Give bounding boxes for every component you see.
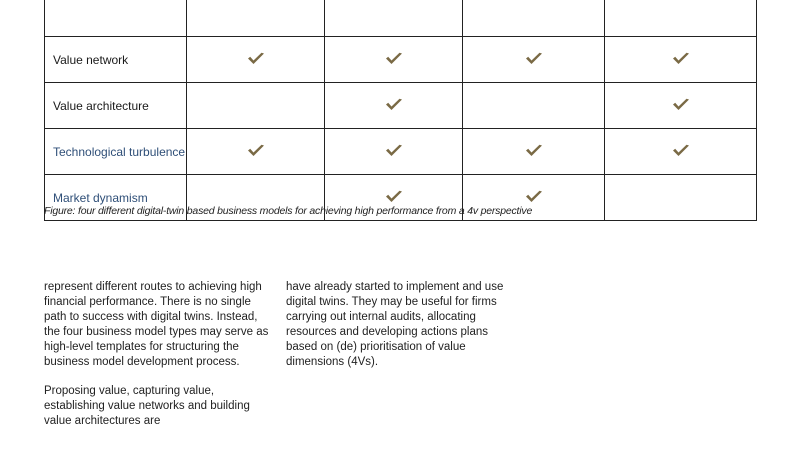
table-cell [463,129,605,175]
check-icon [385,98,403,112]
table-cell [463,37,605,83]
table-cell [325,0,463,37]
row-label: Market dynamism [45,175,187,221]
check-icon [672,52,690,66]
table-cell [463,0,605,37]
table-cell [605,129,757,175]
check-icon [525,190,543,204]
table-cell [187,129,325,175]
check-icon [525,144,543,158]
check-icon [385,144,403,158]
table-row [45,83,757,129]
table-row [45,37,757,83]
check-icon [385,52,403,66]
table-cell [605,37,757,83]
row-label: Value architecture [45,83,187,129]
table-cell [605,0,757,37]
paragraph: Proposing value, capturing value, establishing value networks and building value architectures are [44,385,250,427]
body-column-right [286,280,521,370]
figure-caption: Figure: four different digital-twin based business models for achieving high performance from a 4v perspective [44,205,533,217]
table-cell [187,0,325,37]
table-cell [605,175,757,221]
check-icon [672,144,690,158]
table-cell [605,83,757,129]
table-cell [463,83,605,129]
table-cell [187,37,325,83]
row-label: Value network [45,37,187,83]
row-label [45,0,187,37]
check-icon [247,144,265,158]
check-icon [247,52,265,66]
table-row [45,129,757,175]
table-cell [325,129,463,175]
paragraph: have already started to implement and use digital twins. They may be useful for firms carrying out internal audits, allocating resources and developing actions plans based on (de) prioritisation of value dimensions (4Vs). [286,281,504,368]
table-row [45,0,757,37]
check-icon [672,98,690,112]
table-cell [187,83,325,129]
check-icon [385,190,403,204]
table-cell [325,37,463,83]
row-label: Technological turbulence [45,129,187,175]
table-cell [325,83,463,129]
body-column-left [44,280,276,429]
paragraph: represent different routes to achieving high financial performance. There is no single path to success with digital twins. Instead, the four business model types may serve as high-level templates for structuring the business model development process. [44,281,269,368]
check-icon [525,52,543,66]
value-dimension-table [44,0,757,221]
